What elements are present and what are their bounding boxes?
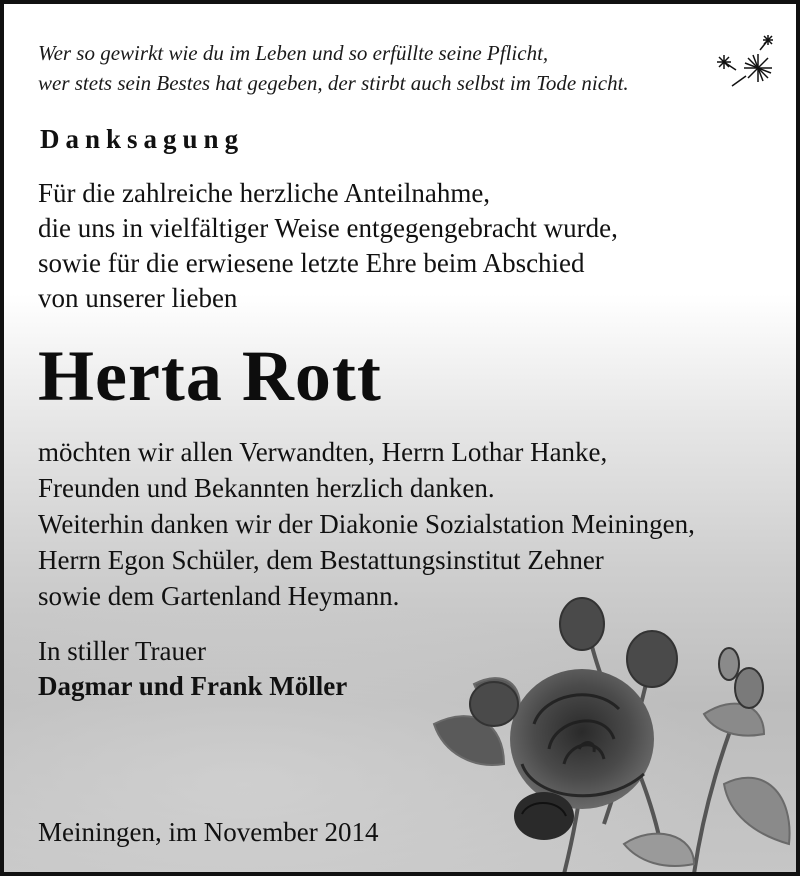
thanks-line: Weiterhin danken wir der Diakonie Sozialstation Meiningen, [38, 509, 695, 539]
intro-paragraph [38, 176, 618, 316]
dandelion-seeds-icon [706, 30, 786, 90]
intro-line: von unserer lieben [38, 283, 238, 313]
thanks-paragraph [38, 434, 695, 614]
intro-line: die uns in vielfältiger Weise entgegengebracht wurde, [38, 213, 618, 243]
mourners-names: Dagmar und Frank Möller [38, 671, 348, 701]
quote-line-2: wer stets sein Bestes hat gegeben, der stirbt auch selbst im Tode nicht. [38, 71, 629, 95]
quote-line-1: Wer so gewirkt wie du im Leben und so erfüllte seine Pflicht, [38, 41, 549, 65]
thanks-line: sowie dem Gartenland Heymann. [38, 581, 400, 611]
place-date: Meiningen, im November 2014 [38, 817, 379, 847]
deceased-name: Herta Rott [38, 336, 382, 416]
thanks-line: Freunden und Bekannten herzlich danken. [38, 473, 495, 503]
thanks-line: Herrn Egon Schüler, dem Bestattungsinstitut Zehner [38, 545, 604, 575]
mourning-phrase: In stiller Trauer [38, 636, 206, 666]
thanks-line: möchten wir allen Verwandten, Herrn Lothar Hanke, [38, 437, 608, 467]
memorial-quote [38, 38, 629, 98]
intro-line: Für die zahlreiche herzliche Anteilnahme, [38, 178, 491, 208]
thanks-heading: Danksagung [40, 124, 245, 154]
intro-line: sowie für die erwiesene letzte Ehre beim Abschied [38, 248, 585, 278]
